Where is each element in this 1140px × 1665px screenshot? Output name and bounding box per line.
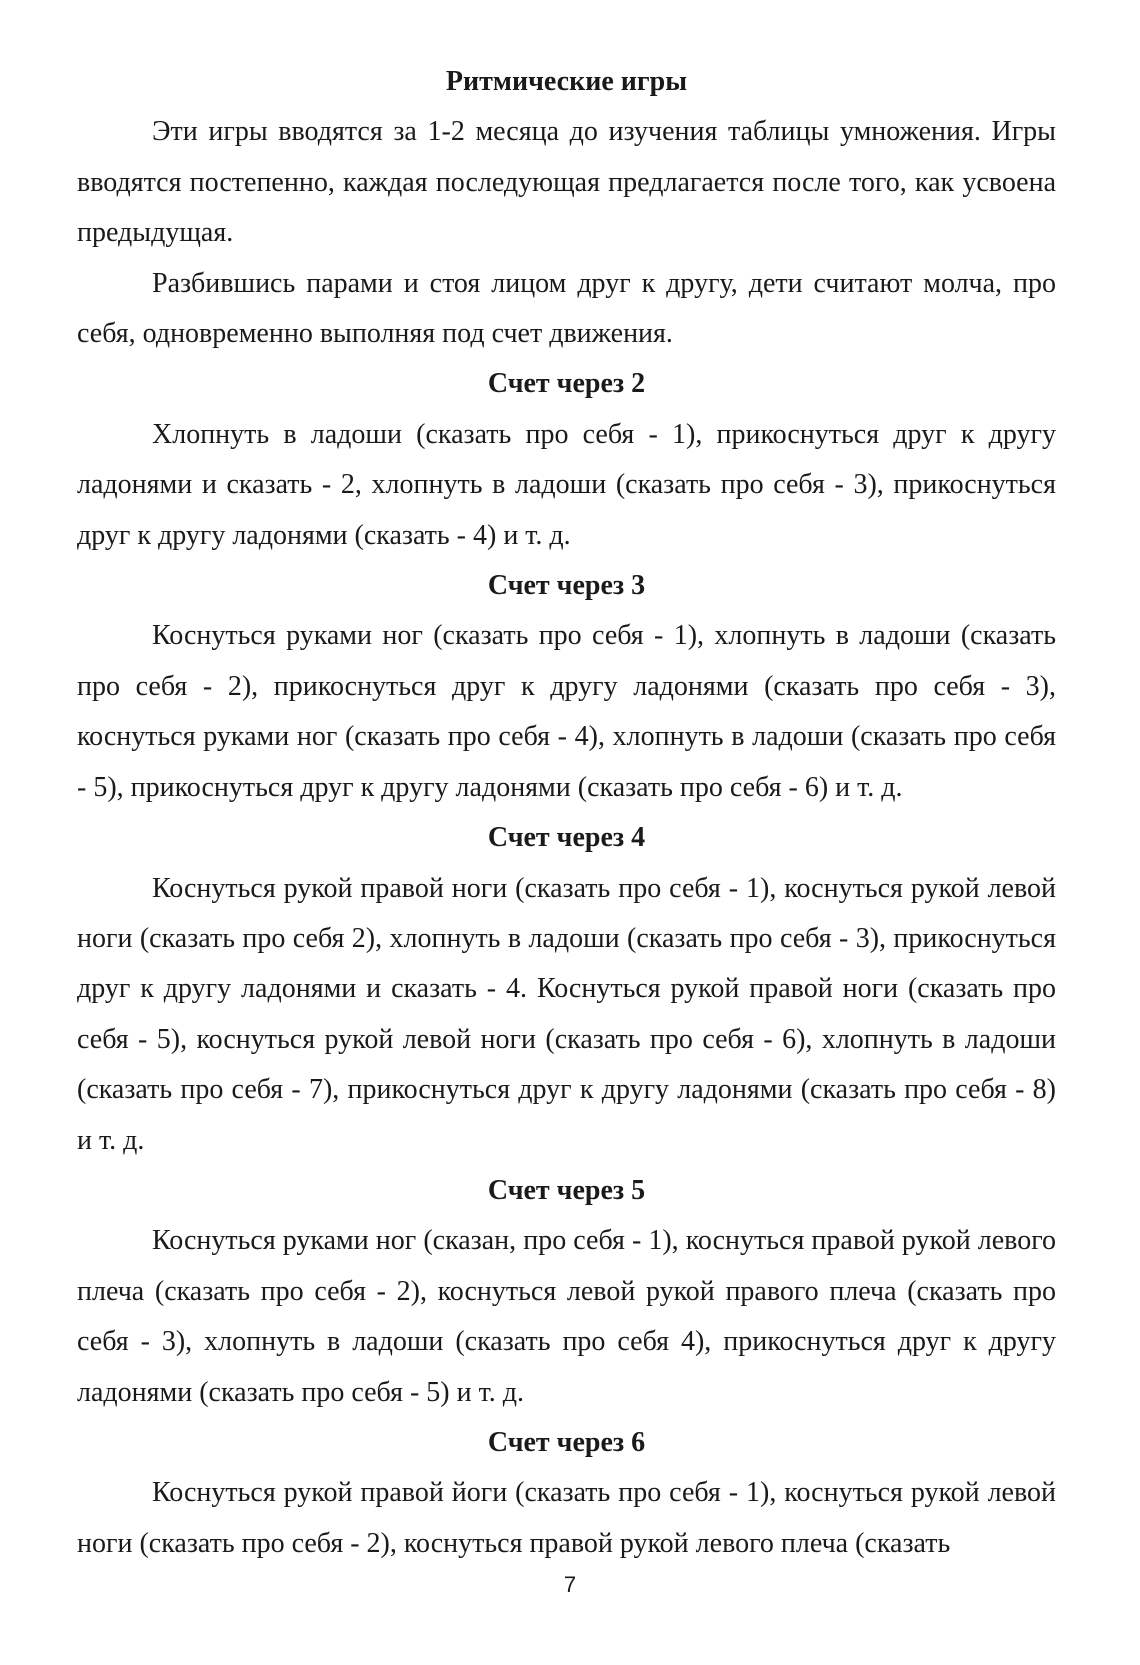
section-heading: Счет через 5 xyxy=(487,1174,646,1206)
intro-paragraph: Разбившись парами и стоя лицом друг к другу, дети считают молча, про себя, одновременно выполняя под счет движения. xyxy=(77,267,1056,350)
page-number: 7 xyxy=(563,1572,577,1597)
section-paragraph: Коснуться руками ног (сказать про себя - 1), хлопнуть в ладоши (сказать про себя - 2), прикоснуться друг к другу ладонями (сказать про себя - 3), коснуться руками ног (сказать про себя - 4), хлопнуть в ладоши (сказать про себя - 5), прикоснуться друг к другу ладонями (сказать про себя - 6) и т. д. xyxy=(77,620,1056,803)
document-title: Ритмические игры xyxy=(445,66,688,97)
section-heading: Счет через 4 xyxy=(487,822,646,854)
section-heading: Счет через 3 xyxy=(487,570,646,602)
section-paragraph: Коснуться рукой правой ноги (сказать про себя - 1), коснуться рукой левой ноги (сказать про себя 2), хлопнуть в ладоши (сказать про себя - 3), прикоснуться друг к другу ладонями и сказать - 4. Коснуться рукой правой ноги (сказать про себя - 5), коснуться рукой левой ноги (сказать про себя - 6), хлопнуть в ладоши (сказать про себя - 7), прикоснуться друг к другу ладонями (сказать про себя - 8) и т. д. xyxy=(77,872,1056,1156)
section-paragraph: Коснуться рукой правой йоги (сказать про себя - 1), коснуться рукой левой ноги (сказать про себя - 2), коснуться правой рукой левого плеча (сказать xyxy=(77,1477,1056,1559)
section-paragraph: Хлопнуть в ладоши (сказать про себя - 1), прикоснуться друг к другу ладонями и сказать - 2, хлопнуть в ладоши (сказать про себя - 3), прикоснуться друг к другу ладонями (сказать - 4) и т. д. xyxy=(77,418,1056,551)
section-paragraph: Коснуться руками ног (сказан, про себя - 1), коснуться правой рукой левого плеча (сказать про себя - 2), коснуться левой рукой правого плеча (сказать про себя - 3), хлопнуть в ладоши (сказать про себя 4), прикоснуться друг к другу ладонями (сказать про себя - 5) и т. д. xyxy=(77,1225,1056,1408)
section-heading: Счет через 2 xyxy=(487,368,646,400)
document-page xyxy=(77,57,1056,1569)
section-heading: Счет через 6 xyxy=(487,1426,646,1458)
intro-paragraph: Эти игры вводятся за 1-2 месяца до изучения таблицы умножения. Игры вводятся постепенно, каждая последующая предлагается после того, как усвоена предыдущая. xyxy=(77,116,1056,249)
